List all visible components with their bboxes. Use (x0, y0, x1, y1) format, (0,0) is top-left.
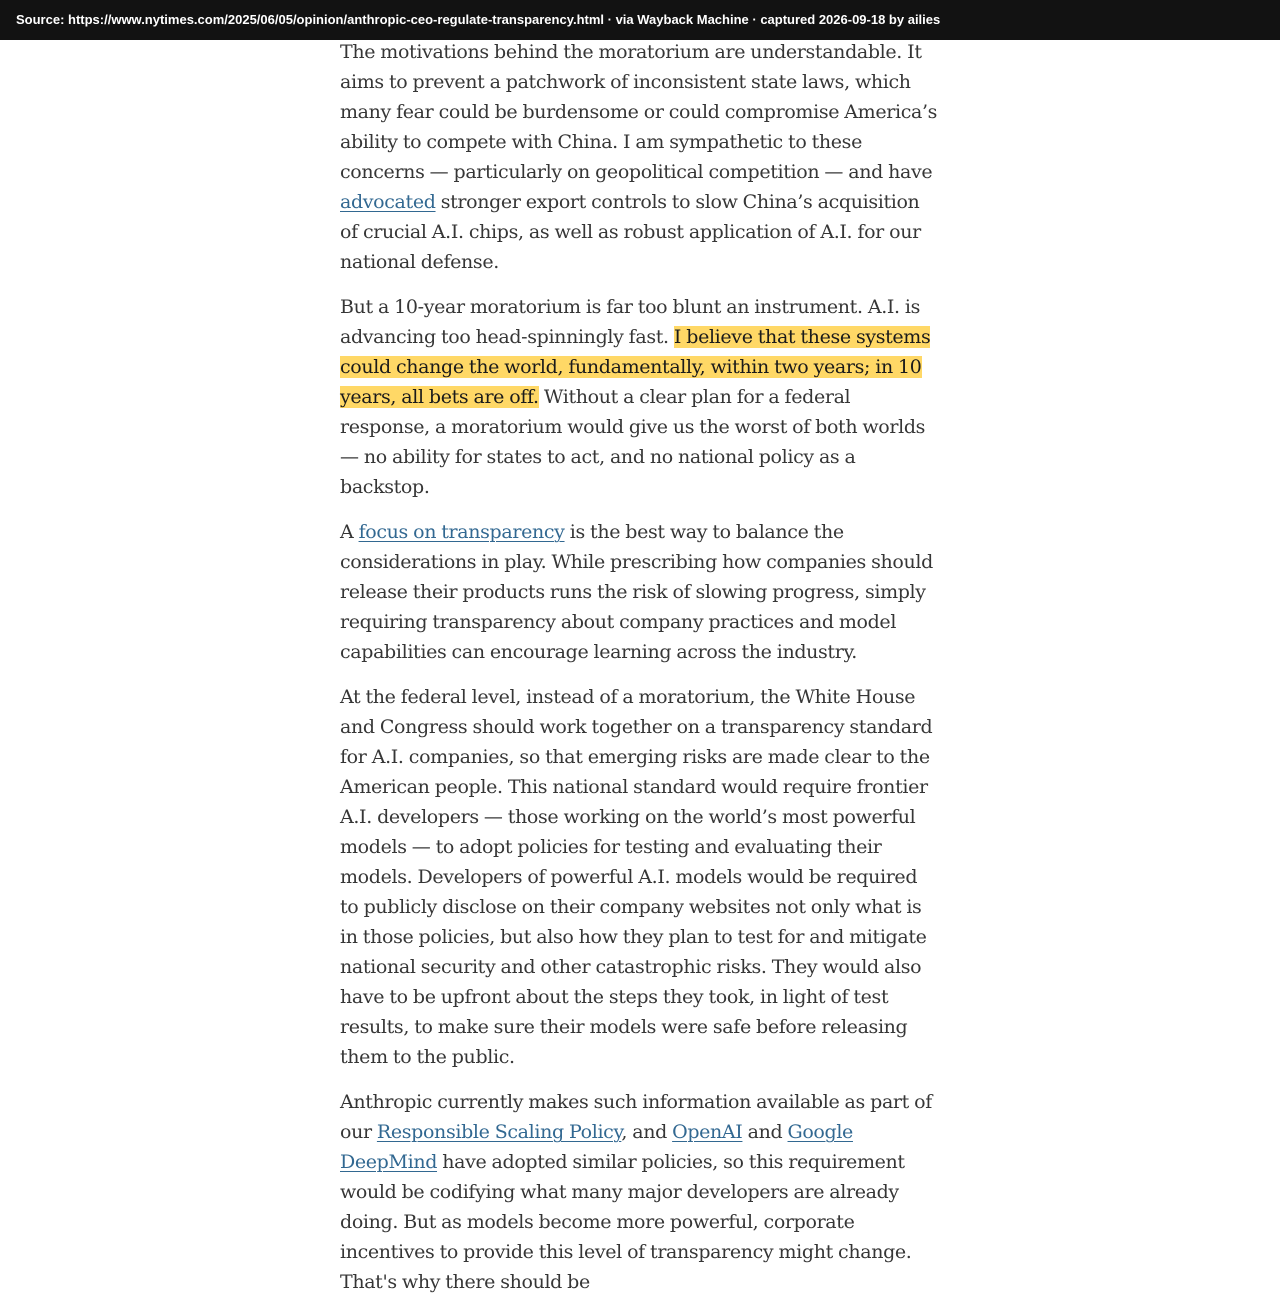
source-bar-text: Source: https://www.nytimes.com/2025/06/05/opinion/anthropic-ceo-regulate-transparency.html · via Wayback Machine · captured 2026-09-18 by ailies (16, 12, 941, 27)
paragraph-1-text-a: The motivations behind the moratorium are understandable. It aims to prevent a patchwork of inconsistent state laws, which many fear could be burdensome or could compromise America’s ability to compete with China. I am sympathetic to these concerns — particularly on geopolitical competition — and have (340, 41, 938, 183)
paragraph-5 (340, 1087, 940, 1297)
paragraph-2-text-b: Without a clear plan for a federal response, a moratorium would give us the worst of both worlds — no ability for states to act, and no national policy as a backstop. (340, 386, 926, 498)
article-body (340, 37, 940, 1312)
highlighted-quote: I believe that these systems could change the world, fundamentally, within two years; in 10 years, all bets are off. (340, 326, 931, 408)
paragraph-5-text-d: have adopted similar policies, so this requirement would be codifying what many major developers are already doing. But as models become more powerful, corporate incentives to provide this level of transparency might change. That's why there should be (340, 1151, 912, 1293)
paragraph-5-text-b: , and (621, 1121, 673, 1143)
responsible-scaling-policy-link[interactable]: Responsible Scaling Policy (376, 1121, 622, 1143)
source-bar (0, 0, 1280, 40)
paragraph-5-text-a: Anthropic currently makes such information available as part of our (340, 1091, 932, 1143)
paragraph-5-text-c: and (742, 1121, 788, 1143)
paragraph-1-text-b: stronger export controls to slow China’s acquisition of crucial A.I. chips, as well as robust application of A.I. for our national defense. (340, 191, 921, 273)
advocated-link[interactable]: advocated (340, 191, 436, 213)
paragraph-4-text: At the federal level, instead of a moratorium, the White House and Congress should work together on a transparency standard for A.I. companies, so that emerging risks are made clear to the American people. This national standard would require frontier A.I. developers — those working on the world’s most powerful models — to adopt policies for testing and evaluating their models. Developers of powerful A.I. models would be required to publicly disclose on their company websites not only what is in those policies, but also how they plan to test for and mitigate national security and other catastrophic risks. They would also have to be upfront about the steps they took, in light of test results, to make sure their models were safe before releasing them to the public. (340, 686, 933, 1068)
paragraph-3 (340, 517, 940, 667)
paragraph-3-text-b: is the best way to balance the considerations in play. While prescribing how companies should release their products runs the risk of slowing progress, simply requiring transparency about company practices and model capabilities can encourage learning across the industry. (340, 521, 933, 663)
paragraph-1 (340, 37, 940, 277)
paragraph-3-text-a: A (340, 521, 359, 543)
openai-link[interactable]: OpenAI (672, 1121, 743, 1143)
paragraph-4 (340, 682, 940, 1072)
google-deepmind-link[interactable]: Google DeepMind (340, 1121, 853, 1173)
paragraph-2-text-a: But a 10-year moratorium is far too blunt an instrument. A.I. is advancing too head-spinningly fast. (340, 296, 921, 348)
focus-on-transparency-link[interactable]: focus on transparency (358, 521, 565, 543)
paragraph-2 (340, 292, 940, 502)
